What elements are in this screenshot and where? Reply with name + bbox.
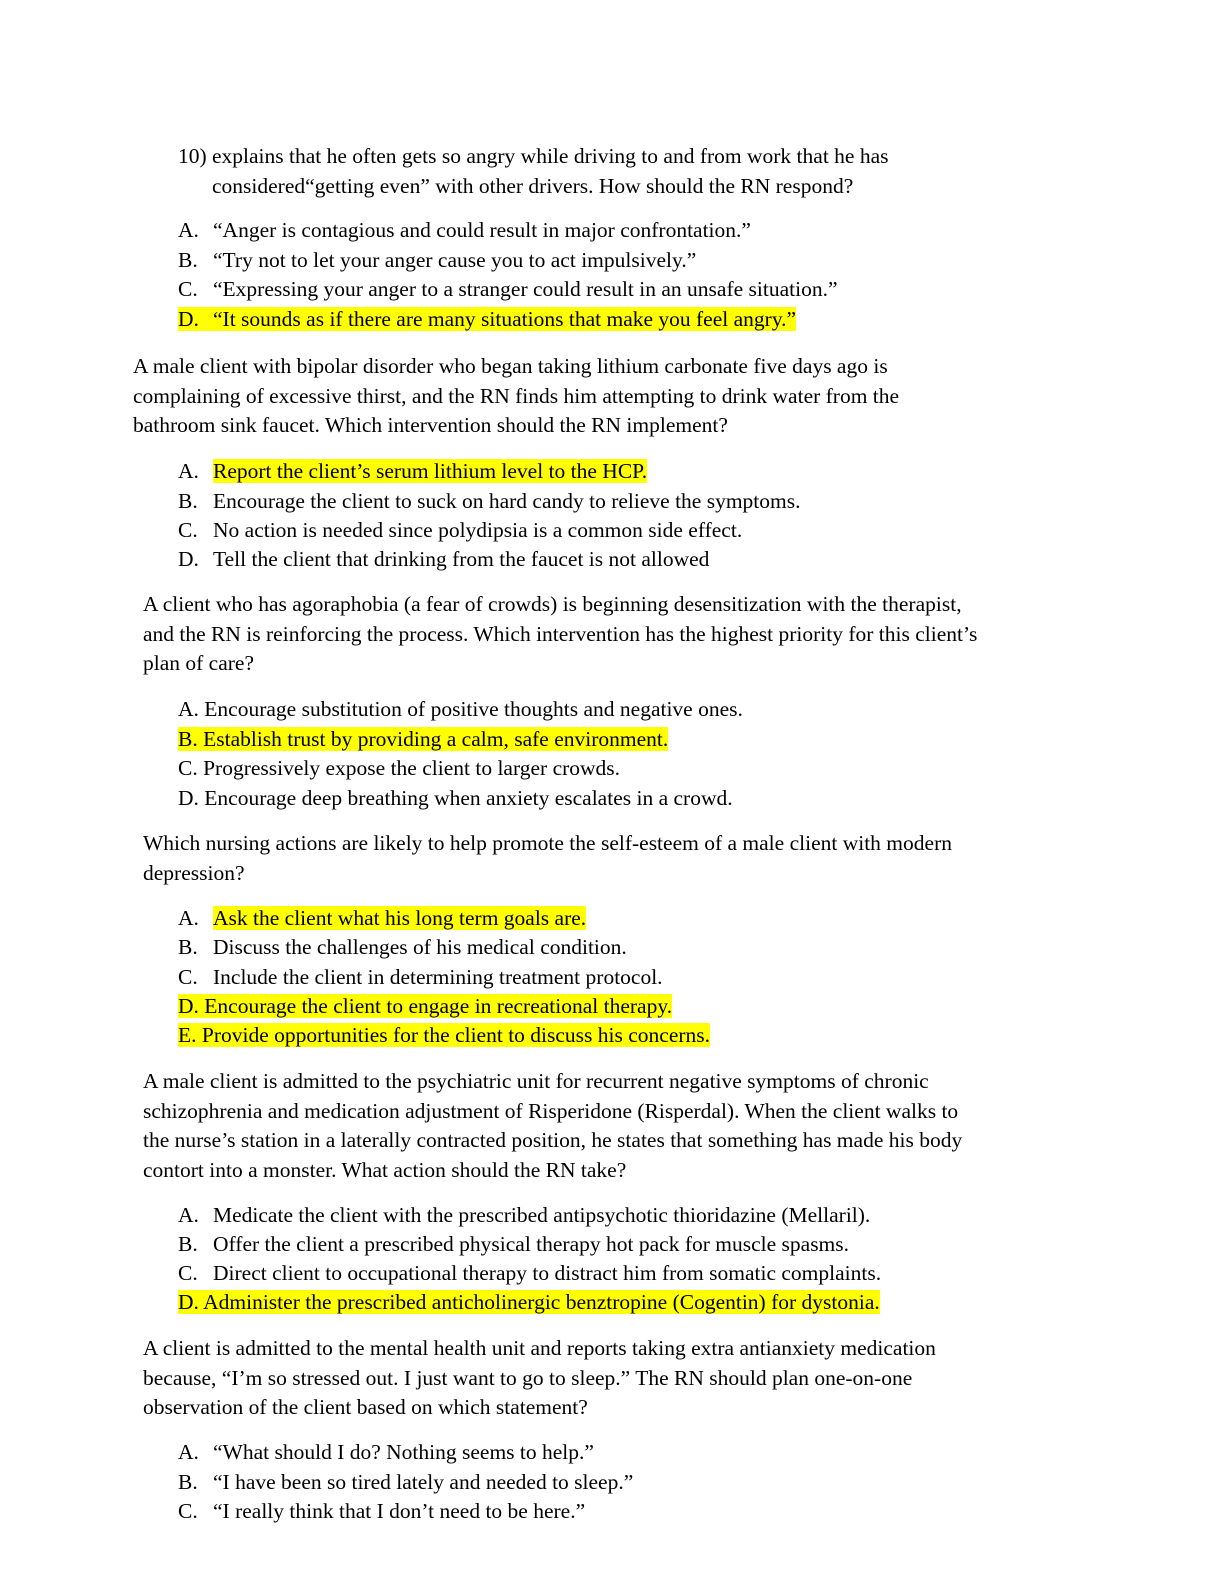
question-self-esteem-option-a: A. Ask the client what his long term goals are. xyxy=(178,906,587,930)
question-10-option-d xyxy=(178,305,796,335)
question-self-esteem-option-c: C. Include the client in determining treatment protocol. xyxy=(178,965,663,989)
question-number: 10) xyxy=(178,144,207,168)
question-lithium-option-a: A. Report the client’s serum lithium level to the HCP. xyxy=(178,459,648,483)
question-self-esteem-option-e xyxy=(178,1021,710,1051)
stem-line: A client is admitted to the mental health unit and reports taking extra antianxiety medication xyxy=(143,1336,936,1360)
stem-line: depression? xyxy=(143,860,245,885)
question-antianxiety-option-b: B. “I have been so tired lately and needed to sleep.” xyxy=(178,1470,634,1494)
highlighted-answer: Report the client’s serum lithium level to the HCP. xyxy=(213,459,648,483)
question-10-option-a: A. “Anger is contagious and could result in major confrontation.” xyxy=(178,218,751,242)
question-schizophrenia-option-b: B. Offer the client a prescribed physical therapy hot pack for muscle spasms. xyxy=(178,1232,850,1256)
stem-line: and the RN is reinforcing the process. Which intervention has the highest priority for this client’s xyxy=(143,621,978,646)
question-schizophrenia-option-a: A. Medicate the client with the prescribed antipsychotic thioridazine (Mellaril). xyxy=(178,1203,871,1227)
highlighted-answer: B. Establish trust by providing a calm, safe environment. xyxy=(178,727,669,751)
question-antianxiety-stem xyxy=(143,1334,936,1423)
stem-line: Which nursing actions are likely to help promote the self-esteem of a male client with modern xyxy=(143,831,952,855)
highlighted-answer: Ask the client what his long term goals are. xyxy=(213,906,587,930)
question-agoraphobia-option-c: C. Progressively expose the client to larger crowds. xyxy=(178,756,621,780)
question-agoraphobia-stem xyxy=(143,590,977,679)
question-10-option-b: B. “Try not to let your anger cause you to act impulsively.” xyxy=(178,248,697,272)
question-10-option-c: C. “Expressing your anger to a stranger could result in an unsafe situation.” xyxy=(178,277,838,301)
question-schizophrenia-option-d xyxy=(178,1288,880,1318)
highlighted-answer: D. “It sounds as if there are many situations that make you feel angry.” xyxy=(178,307,797,331)
stem-line: plan of care? xyxy=(143,651,255,675)
stem-line: the nurse’s station in a laterally contracted position, he states that something has made his body xyxy=(143,1128,963,1152)
question-lithium-stem xyxy=(133,352,899,441)
highlighted-answer: D. Encourage the client to engage in recreational therapy. xyxy=(178,994,673,1018)
stem-line: considered“getting even” with other drivers. How should the RN respond? xyxy=(212,173,854,198)
stem-line: contort into a monster. What action should the RN take? xyxy=(143,1157,627,1182)
question-self-esteem-stem xyxy=(143,829,952,888)
stem-line: complaining of excessive thirst, and the RN finds him attempting to drink water from the xyxy=(133,383,900,408)
stem-line: explains that he often gets so angry while driving to and from work that he has xyxy=(212,144,889,168)
question-self-esteem-option-b: B. Discuss the challenges of his medical condition. xyxy=(178,935,627,959)
question-antianxiety-option-c: C. “I really think that I don’t need to be here.” xyxy=(178,1499,586,1523)
stem-line: bathroom sink faucet. Which intervention should the RN implement? xyxy=(133,413,728,437)
question-self-esteem-option-d xyxy=(178,992,672,1022)
question-schizophrenia-option-c: C. Direct client to occupational therapy to distract him from somatic complaints. xyxy=(178,1261,882,1285)
stem-line: schizophrenia and medication adjustment of Risperidone (Risperdal). When the client walks to xyxy=(143,1098,959,1123)
stem-line: A male client is admitted to the psychiatric unit for recurrent negative symptoms of chronic xyxy=(143,1069,929,1093)
question-lithium-option-b: B. Encourage the client to suck on hard candy to relieve the symptoms. xyxy=(178,489,801,513)
question-lithium-option-d: D. Tell the client that drinking from the faucet is not allowed xyxy=(178,547,710,571)
highlighted-answer: D. Administer the prescribed anticholinergic benztropine (Cogentin) for dystonia. xyxy=(178,1290,880,1314)
question-antianxiety-option-a: A. “What should I do? Nothing seems to help.” xyxy=(178,1440,594,1464)
stem-line: observation of the client based on which statement? xyxy=(143,1395,588,1419)
stem-line: because, “I’m so stressed out. I just want to go to sleep.” The RN should plan one-on-one xyxy=(143,1365,913,1390)
question-agoraphobia-option-b xyxy=(178,725,668,755)
question-schizophrenia-stem xyxy=(143,1067,962,1185)
question-agoraphobia-option-d: D. Encourage deep breathing when anxiety escalates in a crowd. xyxy=(178,786,733,810)
stem-line: A client who has agoraphobia (a fear of crowds) is beginning desensitization with the therapist, xyxy=(143,592,962,616)
question-lithium-option-c: C. No action is needed since polydipsia is a common side effect. xyxy=(178,518,743,542)
question-agoraphobia-option-a: A. Encourage substitution of positive thoughts and negative ones. xyxy=(178,697,743,721)
stem-line: A male client with bipolar disorder who began taking lithium carbonate five days ago is xyxy=(133,354,888,378)
question-10-stem xyxy=(178,142,889,201)
highlighted-answer: E. Provide opportunities for the client to discuss his concerns. xyxy=(178,1023,711,1047)
